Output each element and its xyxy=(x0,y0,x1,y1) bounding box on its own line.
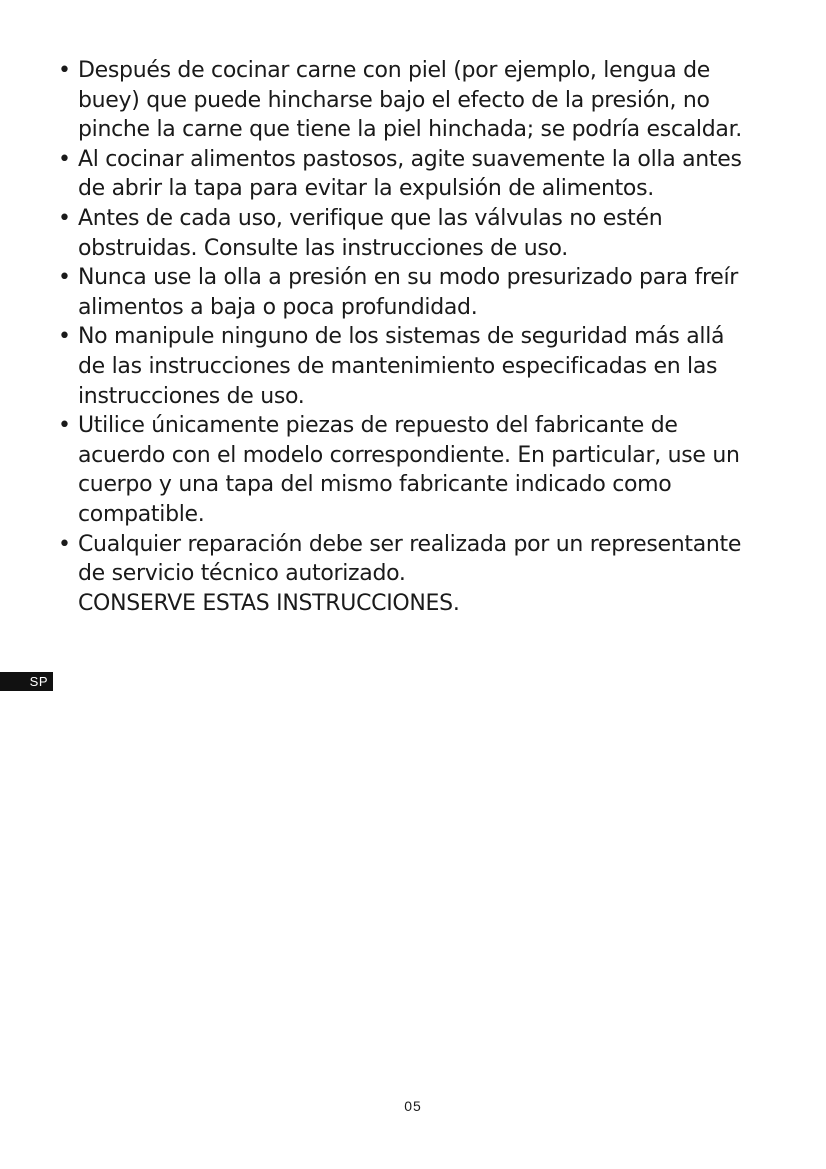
list-item xyxy=(56,322,756,411)
list-item xyxy=(56,145,756,204)
list-item-text: Antes de cada uso, verifique que las válvulas no estén obstruidas. Consulte las instrucciones de uso. xyxy=(78,205,663,261)
list-item xyxy=(56,56,756,145)
bullet-icon: • xyxy=(58,146,71,172)
list-item xyxy=(56,263,756,322)
bullet-icon: • xyxy=(58,58,71,83)
list-item-text: Después de cocinar carne con piel (por ejemplo, lengua de buey) que puede hincharse bajo el efecto de la presión, no pinche la carne que tiene la piel hinchada; se podría escaldar. xyxy=(78,58,743,143)
safety-instructions-list xyxy=(56,56,756,618)
bullet-icon: • xyxy=(58,413,71,439)
list-item-text: Nunca use la olla a presión en su modo presurizado para freír alimentos a baja o poca profundidad. xyxy=(78,265,739,320)
list-item xyxy=(56,204,756,263)
bullet-icon: • xyxy=(58,205,71,231)
bullet-icon: • xyxy=(58,265,71,291)
list-item-text: Cualquier reparación debe ser realizada por un representante de servicio técnico autorizado. xyxy=(78,531,742,587)
bullet-icon: • xyxy=(58,531,71,557)
list-item-text: No manipule ninguno de los sistemas de seguridad más allá de las instrucciones de mantenimiento especificadas en las instrucciones de uso. xyxy=(78,324,725,409)
list-item-text: Al cocinar alimentos pastosos, agite suavemente la olla antes de abrir la tapa para evitar la expulsión de alimentos. xyxy=(78,146,742,202)
closing-notice: CONSERVE ESTAS INSTRUCCIONES. xyxy=(78,590,460,616)
bullet-icon: • xyxy=(58,324,71,350)
list-item xyxy=(56,411,756,529)
list-item xyxy=(56,530,756,619)
language-tab: SP xyxy=(0,672,53,691)
page-number: 05 xyxy=(404,1098,422,1114)
list-item-text: Utilice únicamente piezas de repuesto del fabricante de acuerdo con el modelo correspondiente. En particular, use un cuerpo y una tapa del mismo fabricante indicado como compatible. xyxy=(78,413,740,527)
